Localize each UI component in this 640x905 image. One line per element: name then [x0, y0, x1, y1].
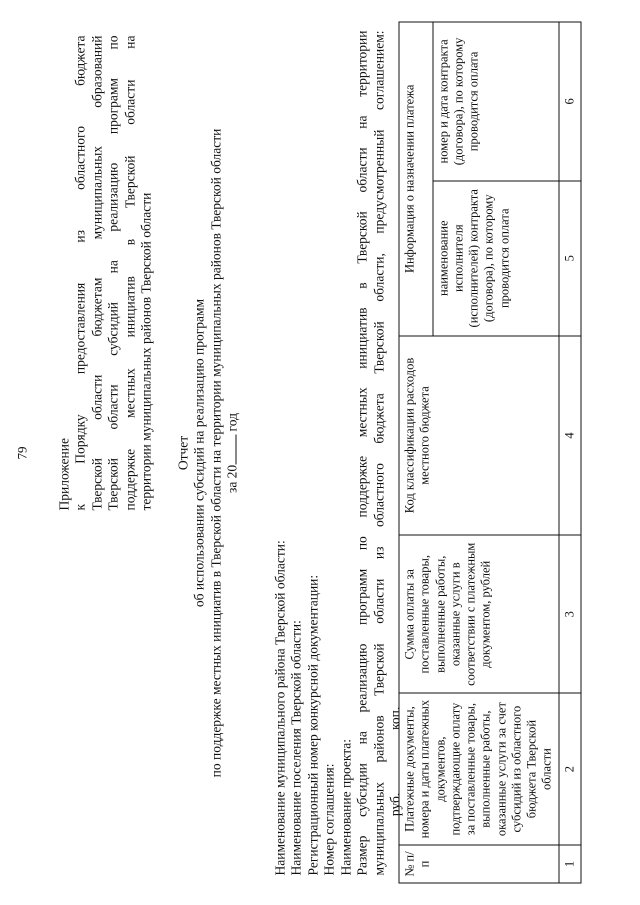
field-agreement: Номер соглашения: [321, 762, 337, 875]
title-line: об использовании субсидий на реализацию программ [191, 298, 207, 607]
appendix-line: к Порядку предоставления из областного бюджета [72, 35, 88, 510]
table-number-row [558, 22, 580, 883]
page-number: 79 [14, 446, 29, 459]
appendix-line: территории муниципальных районов Тверской области [138, 192, 154, 510]
kop-label: коп. [387, 706, 403, 730]
field-subsidy-line2: муниципальных районов Тверской области из областного бюджета Тверской области, предусмотренный соглашением: [370, 30, 386, 875]
year-blank [224, 434, 236, 464]
kop-blank [387, 733, 399, 789]
rub-blank [387, 819, 399, 875]
header-contract: номер и дата контракта (договора), по которому проводится оплата [432, 22, 558, 181]
header-documents: Платежные документы, номера и даты платежных документов, подтверждающие оплату за поставленные товары, выполненные работы, оказанные услуги за счет субсидий из областного бюджета Тверской области [399, 693, 559, 845]
year-prefix: за 20 [224, 464, 240, 493]
field-project: Наименование проекта: [337, 738, 353, 875]
rub-label: руб. [387, 792, 403, 816]
field-registration: Регистрационный номер конкурсной документации: [304, 574, 320, 875]
field-district: Наименование муниципального района Тверской области: [272, 539, 287, 875]
appendix-line: Тверской области субсидий на реализацию программ по [105, 35, 121, 510]
column-number: 2 [558, 693, 580, 845]
header-num: № п/п [399, 845, 559, 883]
appendix-line: Приложение [56, 437, 71, 510]
column-number: 4 [558, 335, 580, 535]
appendix-line: Тверской области бюджетам муниципальных образований [88, 35, 104, 510]
title-line: по поддержке местных инициатив в Тверской области на территории муниципальных районов Тверской области [207, 128, 223, 777]
title-year [224, 40, 240, 865]
field-settlement: Наименование поселения Тверской области: [288, 619, 304, 875]
header-amount: Сумма оплаты за поставленные товары, выполненные работы, оказанные услуги в соответствии с платежным документом, рублей [399, 535, 559, 693]
year-suffix: год [224, 412, 240, 431]
header-contractor: наименование исполнителя (исполнителей) контракта (договора), по которому проводится оплата [432, 180, 558, 335]
appendix-line: поддержке местных инициатив в Тверской области на [121, 35, 137, 510]
payments-table [398, 21, 581, 883]
column-number: 3 [558, 535, 580, 693]
appendix-header [56, 35, 155, 510]
header-code: Код классификации расходов местного бюджета [399, 335, 559, 535]
field-subsidy-line1: Размер субсидии на реализацию программ по поддержке местных инициатив в Тверской области на территории [354, 30, 370, 875]
table-header-row [399, 22, 433, 883]
header-info: Информация о назначении платежа [399, 22, 433, 336]
column-number: 6 [558, 22, 580, 181]
column-number: 1 [558, 845, 580, 883]
column-number: 5 [558, 180, 580, 335]
report-fields [272, 30, 404, 875]
title-line: Отчет [175, 435, 190, 470]
report-title [175, 40, 241, 865]
